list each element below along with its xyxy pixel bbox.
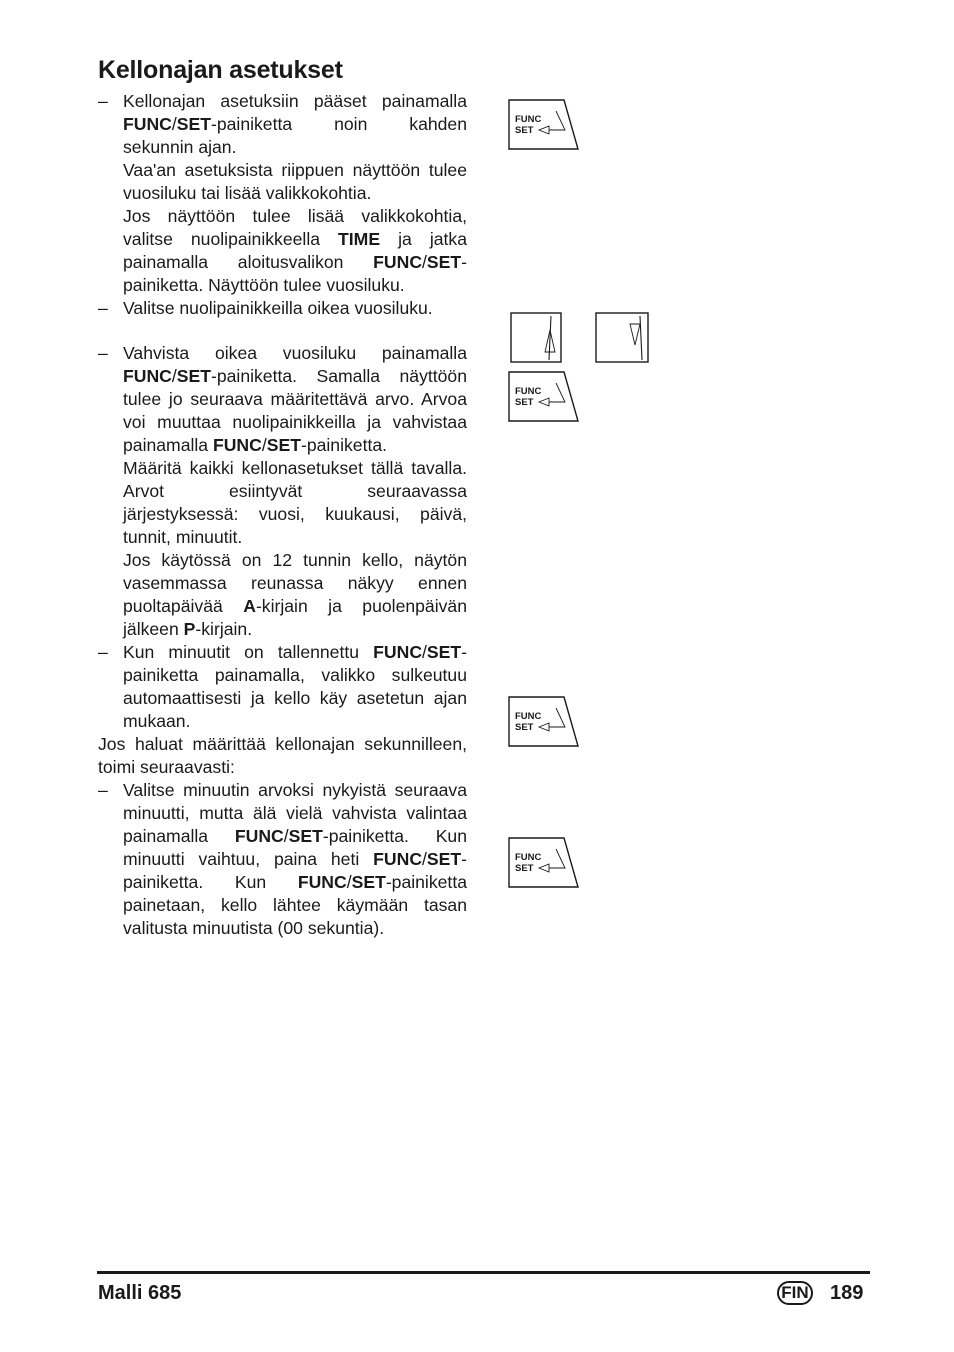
step-save-minutes: – Kun minuutit on tallennettu FUNC/SET-painiketta painamalla, valikko sulkeutuu automaattisesti ja kello käy asetetun ajan mukaan. (98, 642, 467, 731)
step-confirm-year: – Vahvista oikea vuosiluku painamalla FUNC/SET-painiketta. Samalla näyttöön tulee jo seuraava määritettävä arvo. Arvoa voi muuttaa nuolipainikkeilla ja vahvistaa painamalla FUNC/SET-painiketta. (98, 343, 467, 455)
list-dash: – (98, 91, 108, 111)
step-open-settings: – Kellonajan asetuksiin pääset painamalla FUNC/SET-painiketta noin kahden sekunnin ajan. (98, 91, 467, 157)
svg-text:FUNC: FUNC (515, 114, 542, 125)
func-set-key-icon (508, 99, 580, 151)
svg-text:SET: SET (515, 863, 534, 874)
list-dash: – (98, 642, 108, 662)
func-set-key-icon (508, 837, 580, 889)
step-set-seconds: – Valitse minuutin arvoksi nykyistä seuraava minuutti, mutta älä vielä vahvista valintaa painamalla FUNC/SET-painiketta. Kun minuutti vaihtuu, paina heti FUNC/SET-painiketta. Kun FUNC/SET-painiketta painetaan, kello lähtee käymään tasan valitusta minuutista (00 sekuntia). (98, 780, 467, 938)
model-name: Malli 685 (98, 1282, 182, 1304)
note-seconds: Jos haluat määrittää kellonajan sekunnilleen, toimi seuraavasti: (98, 734, 467, 777)
note-menu-items: Jos näyttöön tulee lisää valikkokohtia, valitse nuolipainikkeella TIME ja jatka painamalla aloitusvalikon FUNC/SET-painiketta. Näyttöön tulee vuosiluku. (123, 206, 467, 295)
instructions (98, 90, 467, 940)
language-badge: FIN (777, 1281, 813, 1305)
svg-text:SET: SET (515, 397, 534, 408)
down-arrow-key-icon (595, 312, 651, 364)
list-dash: – (98, 298, 108, 318)
list-dash: – (98, 780, 108, 800)
step-select-year: – Valitse nuolipainikkeilla oikea vuosiluku. (98, 298, 433, 318)
page-number: 189 (830, 1282, 864, 1304)
up-arrow-key-icon (510, 312, 563, 364)
note-12-hour-clock: Jos käytössä on 12 tunnin kello, näytön vasemmassa reunassa näkyy ennen puoltapäivää A-kirjain ja puolenpäivän jälkeen P-kirjain. (123, 550, 467, 639)
page-title: Kellonajan asetukset (98, 56, 343, 84)
func-set-key-icon (508, 371, 580, 423)
footer-divider (97, 1271, 870, 1274)
note-value-order: Määritä kaikki kellonasetukset tällä tavalla. Arvot esiintyvät seuraavassa järjestyksessä: vuosi, kuukausi, päivä, tunnit, minuutit. (123, 458, 467, 547)
func-set-key-icon (508, 696, 580, 748)
list-dash: – (98, 343, 108, 363)
svg-text:FUNC: FUNC (515, 711, 542, 722)
note-year-or-menu: Vaa'an asetuksista riippuen näyttöön tulee vuosiluku tai lisää valikkokohtia. (123, 160, 467, 203)
svg-text:SET: SET (515, 125, 534, 136)
svg-text:SET: SET (515, 722, 534, 733)
svg-text:FUNC: FUNC (515, 852, 542, 863)
svg-text:FUNC: FUNC (515, 386, 542, 397)
